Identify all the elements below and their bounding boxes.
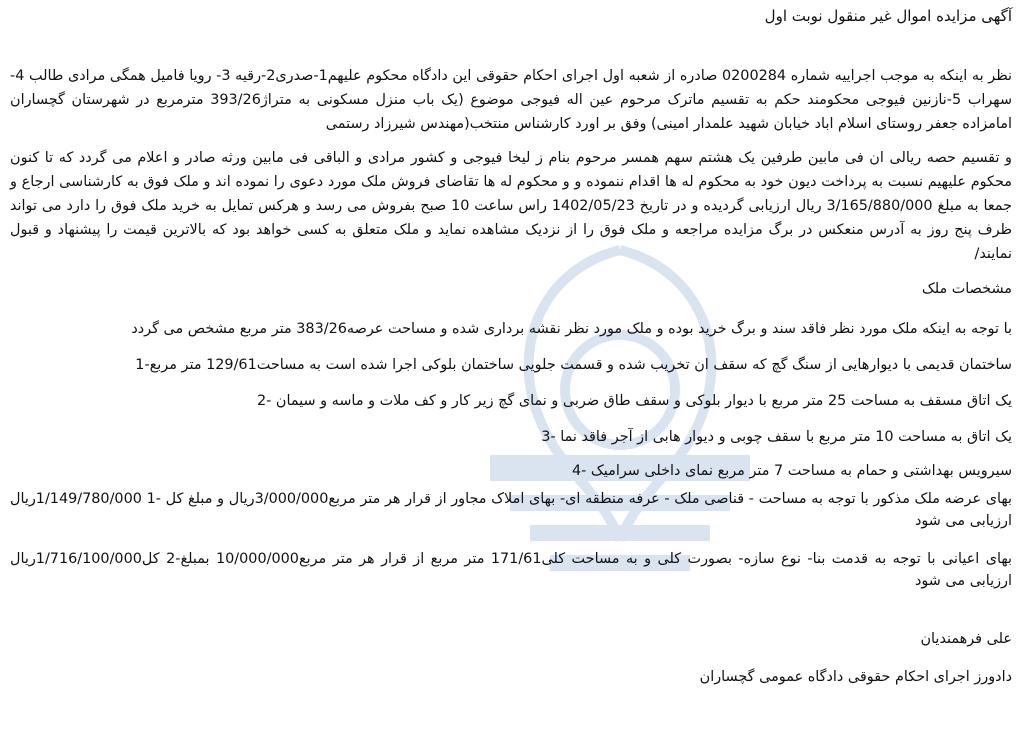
intro-paragraph: نظر به اینکه به موجب اجراییه شماره 0200284 صادره از شعبه اول اجرای احکام حقوقی این دادگاه محکوم علیهم1-صدری2-رقیه 3- رویا فامیل همگی مرادی طالب 4- سهراب 5-نازنین فیوجی محکومند حکم به تقسیم ماترک مرحوم عین اله فیوجی موضوع (یک باب منزل مسکونی به متراژ393/26 مترمربع در شهرستان گچساران امامزاده جعفر روستای اسلام اباد خیابان شهید علمدار امینی) وفق بر اورد کارشناس منتخب(مهندس شیرزاد رستمی <box>10 68 1013 132</box>
spec-line-4: سیرویس بهداشتی و حمام به مساحت 7 متر مربع نمای داخلی سرامیک -4 <box>571 463 1012 479</box>
spec-line-1: ساختمان قدیمی با دیوارهایی از سنگ گچ که سقف ان تخریب شده و قسمت جلویی ساختمان بلوکی اجرا شده است به مساحت129/61 متر مربع-1 <box>135 357 1012 373</box>
spec-line-3: یک اتاق به مساحت 10 متر مربع با سقف چوبی و دیوار هابی از آجر فاقد نما -3 <box>541 429 1012 445</box>
spec-line-survey: با توجه به اینکه ملک مورد نظر فاقد سند و برگ خرید بوده و ملک مورد نظر نقشه برداری شده و مساحت عرصه383/26 متر مربع مشخص می گردد <box>131 321 1012 337</box>
building-value-paragraph: بهای اعیانی با توجه به قدمت بنا- نوع سازه- بصورت کلی و به مساحت کلی171/61 متر مربع از قرار هر متر مربع10/000/000 بمبلغ-2 کل1/716/100/000ریال ارزیابی می شود <box>10 551 1012 589</box>
specs-header: مشخصات ملک <box>921 281 1012 297</box>
notice-title: آگهی مزایده اموال غیر منقول نوبت اول <box>764 7 1012 25</box>
land-value-paragraph: بهای عرضه ملک مذکور با توجه به مساحت - قناصی ملک - عرفه منطقه ای- بهای املاک مجاور از قرار هر متر مربع3/000/000ریال و مبلغ کل -1 1/149/780/000ریال ارزیابی می شود <box>10 491 1012 529</box>
signer-title: دادورز اجرای احکام حقوقی دادگاه عمومی گچساران <box>699 669 1012 685</box>
signer-name: علی فرهمندیان <box>920 631 1012 647</box>
division-paragraph: و تقسیم حصه ریالی ان فی مابین طرفین یک هشتم سهم همسر مرحوم بنام ز لیخا فیوجی و کشور مرادی و الباقی فی مابین ورثه صادر و اعلام می گردد که تا کنون محکوم علیهیم نسبت به پرداخت دیون خود به محکوم له ها اقدام ننموده و و محکوم له ها تقاضای فروش ملک مورد دعوی را نموده اند و ملک فوق به کارشناسی ارجاع و جمعا به مبلغ 3/165/880/000 ریال ارزیابی گردیده و در تاریخ 1402/05/23 راس ساعت 10 صبح بفروش می رسد و هرکس تمایل به خرید ملک فوق را دارد می تواند ظرف پنج روز به آدرس منعکس در برگ مزایده مراجعه و ملک فوق را از نزدیک مشاهده نماید و ملک متعلق به کسی خواهد بود که بالاترین قیمت را پیشنهاد و قبول نمایند/ <box>10 150 1013 262</box>
spec-line-2: یک اتاق مسقف به مساحت 25 متر مربع با دیوار بلوکی و سقف طاق ضربی و نمای گچ زیر کار و کف ملات و ماسه و سیمان -2 <box>256 393 1012 409</box>
